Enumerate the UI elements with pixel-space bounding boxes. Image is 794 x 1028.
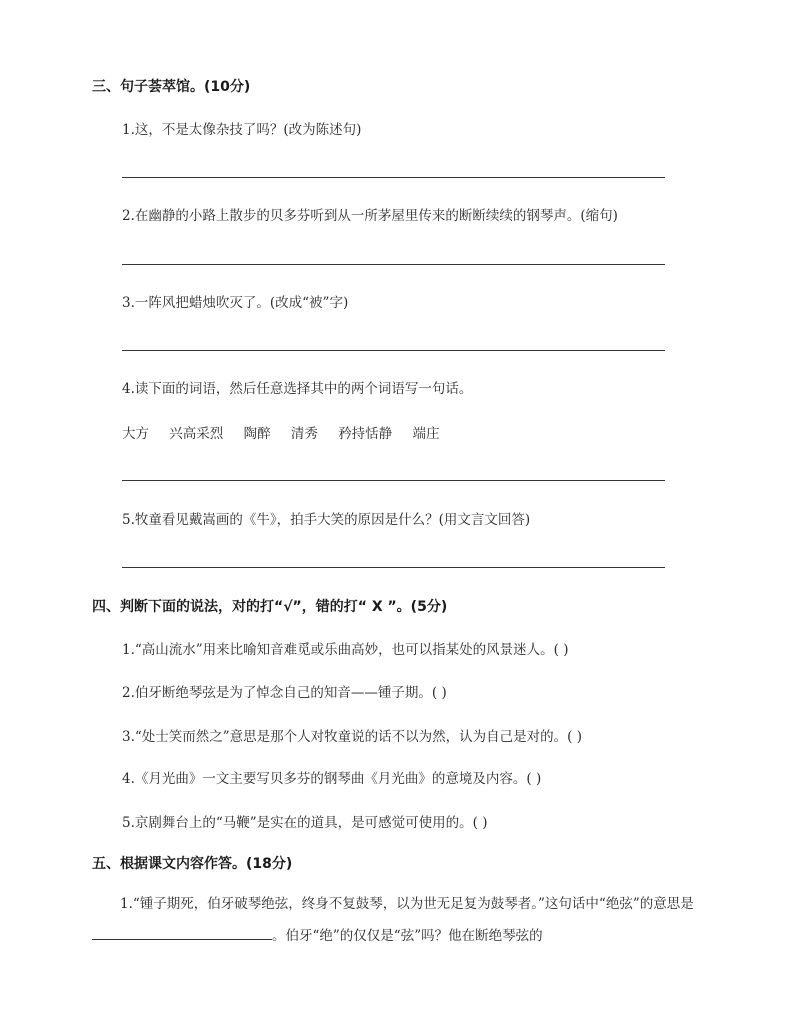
word-item: 大方	[122, 426, 149, 442]
answer-line-3-3[interactable]	[122, 350, 665, 351]
section-4-statement-3: 3.“处士笑而然之”意思是那个人对牧童说的话不以为然，认为自己是对的。( )	[122, 729, 583, 745]
section-4-statement-1: 1.“高山流水”用来比喻知音难觅或乐曲高妙，也可以指某处的风景迷人。( )	[122, 642, 569, 658]
answer-line-3-5[interactable]	[122, 567, 665, 568]
section-3-question-5: 5.牧童看见戴嵩画的《牛》，拍手大笑的原因是什么？(用文言文回答)	[122, 512, 531, 528]
section-3-question-2: 2.在幽静的小路上散步的贝多芬听到从一所茅屋里传来的断断续续的钢琴声。(缩句)	[122, 208, 618, 224]
word-item: 清秀	[290, 426, 318, 442]
section-3-question-4: 4.读下面的词语，然后任意选择其中的两个词语写一句话。	[122, 381, 473, 397]
section-4-statement-2: 2.伯牙断绝琴弦是为了悼念自己的知音——锺子期。( )	[122, 685, 447, 701]
word-item: 矜持恬静	[338, 426, 393, 442]
answer-line-3-2[interactable]	[122, 264, 665, 265]
section-4-statement-5: 5.京剧舞台上的“马鞭”是实在的道具，是可感觉可使用的。( )	[122, 815, 488, 831]
answer-line-3-4[interactable]	[122, 480, 665, 481]
word-list	[122, 422, 455, 442]
section-3-question-1: 1.这，不是太像杂技了吗？(改为陈述句)	[122, 122, 362, 138]
section-4-title: 四、判断下面的说法，对的打“√”，错的打“ X ”。(5分)	[92, 599, 448, 615]
fill-in-blank[interactable]	[92, 925, 272, 940]
word-item: 陶醉	[243, 426, 271, 442]
question-text: 。伯牙“绝”的仅仅是“弦”吗？他在断绝琴弦的	[272, 928, 543, 944]
section-4-statement-4: 4.《月光曲》一文主要写贝多芬的钢琴曲《月光曲》的意境及内容。( )	[122, 771, 542, 787]
section-3-title: 三、句子荟萃馆。(10分)	[92, 79, 251, 95]
word-item: 端庄	[412, 426, 440, 442]
question-text: 1.“锺子期死，伯牙破琴绝弦，终身不复鼓琴，以为世无足复为鼓琴者。”这句话中“绝弦”的意思是	[120, 896, 694, 912]
section-3-question-3: 3.一阵风把蜡烛吹灭了。(改成“被”字)	[122, 295, 349, 311]
word-item: 兴高采烈	[169, 426, 224, 442]
answer-line-3-1[interactable]	[122, 177, 665, 178]
section-5-question-1	[92, 888, 712, 952]
section-5-title: 五、根据课文内容作答。(18分)	[92, 856, 293, 872]
